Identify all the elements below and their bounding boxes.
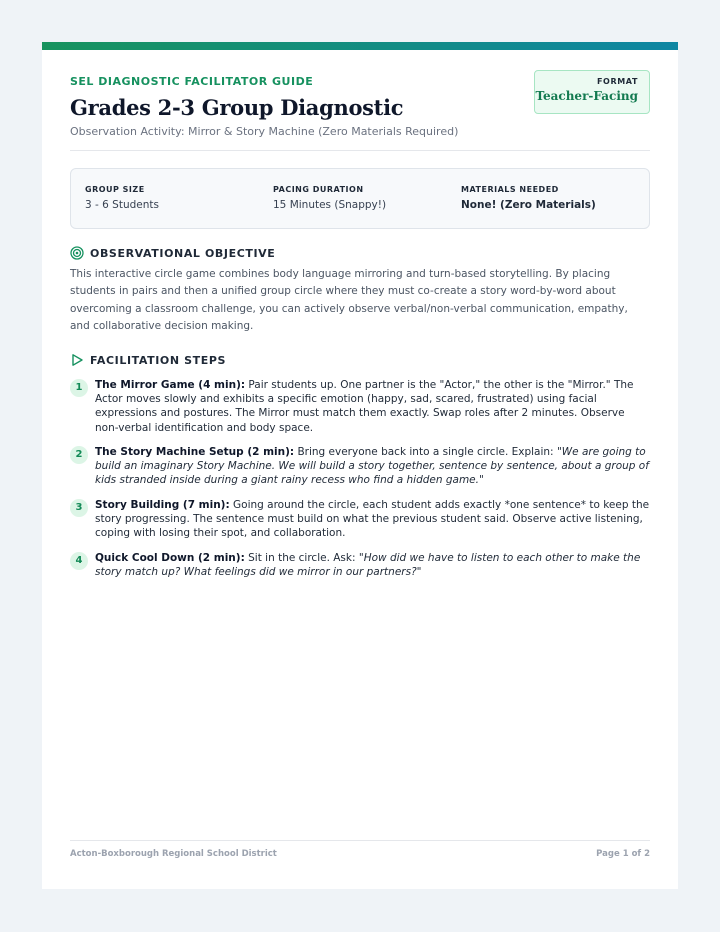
objective-text: This interactive circle game combines body language mirroring and turn-based storytelling. By placing students in pairs and then a unified group circle where they must co-create a story word-by-word about overcoming a classroom challenge, you can actively observe verbal/non-verbal communication, empathy, and collaborative decision making. (70, 268, 628, 333)
step-body: Pair students up. One partner is the "Actor," the other is the "Mirror." The Actor moves slowly and exhibits a specific emotion (happy, sad, scared, frustrated) using facial expressions and postures. The Mirror must match them exactly. Swap roles after 2 minutes. Observe non-verbal identification and body space. (95, 379, 634, 434)
stat-label: GROUP SIZE (85, 185, 145, 194)
step-text (95, 498, 650, 541)
step-title: Quick Cool Down (2 min): (95, 552, 245, 564)
step-item (70, 378, 650, 435)
footer-page-number: Page 1 of 2 (596, 849, 650, 859)
steps-title: FACILITATION STEPS (90, 353, 227, 367)
step-number: 4 (70, 552, 88, 570)
step-item (70, 551, 650, 579)
objective-heading (70, 246, 275, 260)
step-item (70, 498, 650, 541)
step-body: Sit in the circle. Ask: (244, 552, 359, 564)
step-title: Story Building (7 min): (95, 499, 230, 511)
format-label: FORMAT (596, 77, 638, 86)
stat-value: 3 - 6 Students (85, 199, 159, 211)
stat-value: 15 Minutes (Snappy!) (273, 199, 387, 211)
step-quote: "We are going to build an imaginary Story Machine. We will build a story together, sentence by sentence, about a group of kids stranded inside during a giant rainy recess who find a hidden game." (95, 446, 649, 487)
step-title: The Story Machine Setup (2 min): (95, 446, 295, 458)
document-page (42, 42, 678, 889)
objective-title: OBSERVATIONAL OBJECTIVE (90, 246, 276, 260)
stat-pacing-duration (273, 185, 386, 211)
target-icon (70, 246, 84, 260)
stat-group-size (85, 185, 159, 211)
guide-eyebrow: SEL DIAGNOSTIC FACILITATOR GUIDE (70, 75, 314, 88)
step-number: 2 (70, 446, 88, 464)
step-number: 3 (70, 499, 88, 517)
step-title: The Mirror Game (4 min): (95, 379, 246, 391)
step-item (70, 445, 650, 488)
steps-heading (70, 353, 226, 367)
stat-label: PACING DURATION (273, 185, 364, 194)
step-body: Bring everyone back into a single circle. Explain: (294, 446, 557, 458)
step-text (95, 445, 650, 488)
format-value: Teacher-Facing (535, 89, 638, 103)
play-icon (70, 353, 84, 367)
format-badge (534, 70, 650, 114)
stat-value: None! (Zero Materials) (461, 199, 596, 211)
step-text (95, 551, 650, 579)
page-title: Grades 2-3 Group Diagnostic (70, 95, 404, 120)
footer-divider (70, 840, 650, 841)
stats-panel (70, 168, 650, 229)
step-quote: "How did we have to listen to each other to make the story match up? What feelings did we mirror in our partners?" (95, 552, 641, 579)
footer-district: Acton-Boxborough Regional School District (70, 849, 277, 859)
stat-materials-needed (461, 185, 596, 211)
page-subtitle: Observation Activity: Mirror & Story Machine (Zero Materials Required) (70, 125, 459, 138)
step-number: 1 (70, 379, 88, 397)
step-body: Going around the circle, each student adds exactly *one sentence* to keep the story progressing. The sentence must build on what the previous student said. Observe active listening, coping with losing their spot, and collaboration. (95, 499, 650, 540)
stat-label: MATERIALS NEEDED (461, 185, 559, 194)
top-accent-bar (42, 42, 678, 50)
header-divider (70, 150, 650, 151)
step-text (95, 378, 650, 435)
